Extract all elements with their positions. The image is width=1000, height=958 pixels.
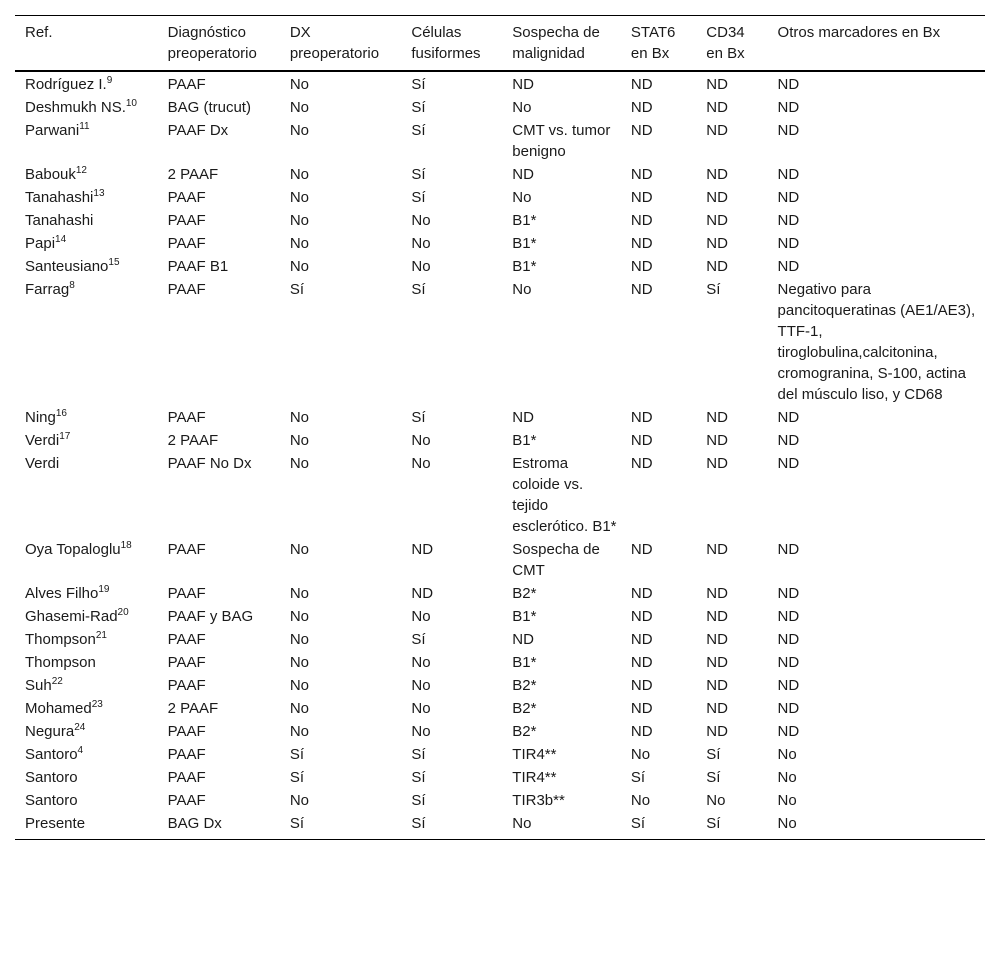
cell-diagnostico: PAAF <box>167 746 206 763</box>
ref-citation: 16 <box>55 408 67 419</box>
cell-dx: No <box>289 792 309 809</box>
cell-ref: Santoro <box>25 769 78 786</box>
cell-dx: No <box>289 677 309 694</box>
cell-diagnostico: PAAF <box>167 235 206 252</box>
cell-otros: ND <box>777 541 800 558</box>
cell-celulas: Sí <box>411 189 426 206</box>
cell-sospecha: B1* <box>512 432 537 449</box>
cell-cd34: Sí <box>706 281 721 298</box>
cell-dx: Sí <box>289 815 304 832</box>
cell-ref: Rodríguez I.$^9$ <box>25 75 113 93</box>
table-row <box>15 605 985 628</box>
cell-sospecha: B2* <box>512 585 537 602</box>
cell-dx: No <box>289 409 309 426</box>
cell-stat6: ND <box>630 541 653 558</box>
cell-sospecha: No <box>512 189 532 206</box>
cell-stat6: ND <box>630 189 653 206</box>
cell-celulas: No <box>411 258 431 275</box>
cell-sospecha: TIR4** <box>512 769 557 786</box>
cell-stat6: ND <box>630 700 653 717</box>
cell-cd34: Sí <box>706 769 721 786</box>
cell-stat6: ND <box>630 281 653 298</box>
cell-stat6: No <box>630 746 651 763</box>
cell-celulas: Sí <box>411 122 426 139</box>
cell-stat6: ND <box>630 654 653 671</box>
table-row <box>15 71 985 96</box>
col-header-dx: DX preoperatorio <box>289 24 380 62</box>
table-row <box>15 429 985 452</box>
cell-stat6: ND <box>630 409 653 426</box>
table-header-row <box>15 16 985 72</box>
cell-dx: Sí <box>289 769 304 786</box>
cell-diagnostico: PAAF <box>167 654 206 671</box>
cell-diagnostico: PAAF <box>167 76 206 93</box>
cell-diagnostico: PAAF y BAG <box>167 608 254 625</box>
cell-dx: No <box>289 189 309 206</box>
cell-diagnostico: PAAF <box>167 409 206 426</box>
cell-stat6: ND <box>630 608 653 625</box>
col-header-sospecha: Sospecha de malignidad <box>512 24 600 62</box>
cell-celulas: Sí <box>411 631 426 648</box>
cell-cd34: ND <box>706 608 728 625</box>
cell-ref: Tanahashi$^{13}$ <box>25 188 105 206</box>
ref-citation: 13 <box>93 188 105 199</box>
cell-celulas: Sí <box>411 409 426 426</box>
cell-sospecha: ND <box>512 631 534 648</box>
cell-stat6: Sí <box>630 769 646 786</box>
table-row <box>15 697 985 720</box>
cell-dx: No <box>289 432 309 449</box>
cell-stat6: ND <box>630 631 653 648</box>
cell-stat6: ND <box>630 76 653 93</box>
cell-diagnostico: PAAF <box>167 585 206 602</box>
cell-dx: No <box>289 76 309 93</box>
cell-sospecha: B2* <box>512 700 537 717</box>
cell-cd34: ND <box>706 189 728 206</box>
cell-cd34: ND <box>706 455 728 472</box>
cell-cd34: ND <box>706 258 728 275</box>
cell-celulas: Sí <box>411 76 426 93</box>
cell-dx: No <box>289 166 309 183</box>
cell-ref: Mohamed$^{23}$ <box>25 699 103 717</box>
table-row <box>15 209 985 232</box>
ref-citation: 23 <box>91 699 103 710</box>
ref-citation: 14 <box>55 234 67 245</box>
table-row <box>15 406 985 429</box>
cell-diagnostico: PAAF <box>167 723 206 740</box>
cell-cd34: ND <box>706 409 728 426</box>
cell-ref: Alves Filho$^{19}$ <box>25 584 110 602</box>
cell-dx: No <box>289 585 309 602</box>
ref-citation: 22 <box>51 676 63 687</box>
table-row <box>15 766 985 789</box>
cell-celulas: Sí <box>411 99 426 116</box>
cell-stat6: ND <box>630 677 653 694</box>
cell-stat6: ND <box>630 432 653 449</box>
cell-dx: Sí <box>289 746 304 763</box>
table-row <box>15 789 985 812</box>
cell-ref: Verdi <box>25 455 60 472</box>
cell-sospecha: No <box>512 815 532 832</box>
cell-cd34: ND <box>706 99 728 116</box>
cell-cd34: Sí <box>706 746 721 763</box>
col-header-otros: Otros marcadores en Bx <box>777 24 941 41</box>
cell-stat6: ND <box>630 258 653 275</box>
cell-otros: ND <box>777 76 800 93</box>
cell-diagnostico: PAAF <box>167 631 206 648</box>
cell-ref: Santeusiano$^{15}$ <box>25 257 120 275</box>
table-row <box>15 651 985 674</box>
cell-stat6: ND <box>630 166 653 183</box>
cell-dx: No <box>289 541 309 558</box>
cell-diagnostico: PAAF <box>167 212 206 229</box>
cell-celulas: Sí <box>411 815 426 832</box>
cell-sospecha: No <box>512 99 532 116</box>
ref-citation: 12 <box>75 165 87 176</box>
cell-cd34: ND <box>706 212 728 229</box>
cell-diagnostico: PAAF <box>167 541 206 558</box>
cell-celulas: No <box>411 677 431 694</box>
col-header-stat6: STAT6 en Bx <box>630 24 676 62</box>
table-row <box>15 163 985 186</box>
cell-dx: No <box>289 258 309 275</box>
cell-otros: No <box>777 815 797 832</box>
cell-ref: Babouk$^{12}$ <box>25 165 87 183</box>
cell-dx: No <box>289 654 309 671</box>
cell-otros: ND <box>777 122 800 139</box>
cell-ref: Verdi$^{17}$ <box>25 431 71 449</box>
data-table <box>15 15 985 840</box>
cell-ref: Ning$^{16}$ <box>25 408 67 426</box>
cell-ref: Parwani$^{11}$ <box>25 121 90 139</box>
cell-celulas: No <box>411 654 431 671</box>
cell-sospecha: B2* <box>512 677 537 694</box>
cell-otros: ND <box>777 677 800 694</box>
col-header-celulas: Células fusiformes <box>411 24 481 62</box>
cell-cd34: ND <box>706 654 728 671</box>
ref-citation: 18 <box>120 540 132 551</box>
table-row <box>15 538 985 582</box>
cell-diagnostico: PAAF <box>167 281 206 298</box>
ref-citation: 20 <box>117 607 129 618</box>
cell-otros: ND <box>777 654 800 671</box>
ref-citation: 8 <box>69 280 75 291</box>
cell-celulas: Sí <box>411 769 426 786</box>
cell-cd34: ND <box>706 631 728 648</box>
cell-otros: ND <box>777 99 800 116</box>
ref-citation: 21 <box>95 630 107 641</box>
cell-otros: ND <box>777 723 800 740</box>
cell-celulas: No <box>411 723 431 740</box>
table-row <box>15 743 985 766</box>
cell-dx: No <box>289 631 309 648</box>
cell-stat6: ND <box>630 122 653 139</box>
cell-otros: ND <box>777 585 800 602</box>
table-row <box>15 812 985 840</box>
cell-cd34: ND <box>706 700 728 717</box>
cell-sospecha: B2* <box>512 723 537 740</box>
cell-celulas: Sí <box>411 792 426 809</box>
cell-cd34: ND <box>706 122 728 139</box>
cell-cd34: ND <box>706 166 728 183</box>
cell-stat6: ND <box>630 455 653 472</box>
cell-diagnostico: PAAF <box>167 189 206 206</box>
cell-diagnostico: PAAF <box>167 769 206 786</box>
table-row <box>15 452 985 538</box>
ref-citation: 24 <box>74 722 86 733</box>
ref-citation: 11 <box>79 121 90 132</box>
col-header-diagnostico: Diagnóstico preoperatorio <box>167 24 257 62</box>
cell-ref: Suh$^{22}$ <box>25 676 63 694</box>
ref-citation: 19 <box>98 584 110 595</box>
cell-otros: ND <box>777 235 800 252</box>
cell-stat6: No <box>630 792 651 809</box>
cell-ref: Thompson$^{21}$ <box>25 630 107 648</box>
table-row <box>15 582 985 605</box>
cell-celulas: No <box>411 700 431 717</box>
cell-celulas: Sí <box>411 746 426 763</box>
cell-stat6: Sí <box>630 815 646 832</box>
table-row <box>15 255 985 278</box>
ref-citation: 17 <box>59 431 71 442</box>
cell-otros: ND <box>777 432 800 449</box>
cell-dx: No <box>289 212 309 229</box>
cell-sospecha: B1* <box>512 654 537 671</box>
ref-citation: 15 <box>108 257 120 268</box>
cell-ref: Thompson <box>25 654 96 671</box>
cell-otros: ND <box>777 455 800 472</box>
cell-celulas: No <box>411 608 431 625</box>
cell-otros: ND <box>777 700 800 717</box>
cell-ref: Santoro$^4$ <box>25 745 84 763</box>
cell-diagnostico: 2 PAAF <box>167 432 219 449</box>
cell-cd34: Sí <box>706 815 721 832</box>
cell-otros: No <box>777 769 797 786</box>
cell-ref: Tanahashi <box>25 212 94 229</box>
cell-cd34: No <box>706 792 726 809</box>
cell-celulas: ND <box>411 585 434 602</box>
cell-sospecha: Estroma coloide vs. tejido esclerótico. B1* <box>512 455 617 535</box>
cell-cd34: ND <box>706 677 728 694</box>
cell-ref: Negura$^{24}$ <box>25 722 86 740</box>
cell-dx: No <box>289 122 309 139</box>
cell-ref: Papi$^{14}$ <box>25 234 67 252</box>
cell-cd34: ND <box>706 541 728 558</box>
cell-otros: ND <box>777 189 800 206</box>
cell-sospecha: ND <box>512 409 534 426</box>
cell-sospecha: TIR4** <box>512 746 557 763</box>
cell-ref: Ghasemi-Rad$^{20}$ <box>25 607 129 625</box>
table-row <box>15 674 985 697</box>
table-row <box>15 119 985 163</box>
cell-diagnostico: 2 PAAF <box>167 700 219 717</box>
cell-dx: No <box>289 608 309 625</box>
table-row <box>15 720 985 743</box>
cell-sospecha: No <box>512 281 532 298</box>
cell-otros: ND <box>777 409 800 426</box>
cell-dx: No <box>289 235 309 252</box>
cell-celulas: Sí <box>411 281 426 298</box>
cell-diagnostico: BAG (trucut) <box>167 99 251 116</box>
cell-dx: No <box>289 723 309 740</box>
ref-citation: 9 <box>106 75 113 86</box>
cell-celulas: No <box>411 212 431 229</box>
cell-ref: Presente <box>25 815 86 832</box>
cell-sospecha: B1* <box>512 608 537 625</box>
ref-citation: 4 <box>77 745 84 756</box>
cell-celulas: ND <box>411 541 434 558</box>
cell-otros: ND <box>777 166 800 183</box>
cell-cd34: ND <box>706 723 728 740</box>
cell-celulas: No <box>411 432 431 449</box>
cell-stat6: ND <box>630 212 653 229</box>
table-row <box>15 278 985 406</box>
cell-stat6: ND <box>630 235 653 252</box>
col-header-ref: Ref. <box>25 24 53 41</box>
table-row <box>15 232 985 255</box>
cell-diagnostico: PAAF <box>167 792 206 809</box>
cell-ref: Farrag$^8$ <box>25 280 75 298</box>
table-body <box>15 71 985 840</box>
cell-celulas: Sí <box>411 166 426 183</box>
cell-cd34: ND <box>706 432 728 449</box>
cell-dx: No <box>289 99 309 116</box>
cell-dx: Sí <box>289 281 304 298</box>
cell-diagnostico: PAAF <box>167 677 206 694</box>
cell-sospecha: B1* <box>512 258 537 275</box>
cell-otros: ND <box>777 212 800 229</box>
cell-stat6: ND <box>630 585 653 602</box>
cell-dx: No <box>289 455 309 472</box>
cell-sospecha: TIR3b** <box>512 792 565 809</box>
cell-diagnostico: PAAF B1 <box>167 258 229 275</box>
cell-diagnostico: BAG Dx <box>167 815 222 832</box>
cell-ref: Santoro <box>25 792 78 809</box>
cell-otros: No <box>777 792 797 809</box>
cell-otros: No <box>777 746 797 763</box>
cell-sospecha: ND <box>512 76 534 93</box>
cell-dx: No <box>289 700 309 717</box>
cell-stat6: ND <box>630 99 653 116</box>
table-row <box>15 628 985 651</box>
col-header-cd34: CD34 en Bx <box>706 24 745 62</box>
cell-diagnostico: 2 PAAF <box>167 166 219 183</box>
cell-cd34: ND <box>706 585 728 602</box>
cell-diagnostico: PAAF Dx <box>167 122 229 139</box>
cell-sospecha: CMT vs. tumor benigno <box>512 122 611 160</box>
cell-cd34: ND <box>706 235 728 252</box>
cell-sospecha: Sospecha de CMT <box>512 541 600 579</box>
cell-sospecha: B1* <box>512 235 537 252</box>
cell-ref: Oya Topaloglu$^{18}$ <box>25 540 132 558</box>
cell-otros: ND <box>777 608 800 625</box>
cell-ref: Deshmukh NS.$^{10}$ <box>25 98 137 116</box>
cell-celulas: No <box>411 235 431 252</box>
cell-cd34: ND <box>706 76 728 93</box>
cell-otros: ND <box>777 631 800 648</box>
cell-diagnostico: PAAF No Dx <box>167 455 252 472</box>
cell-otros: ND <box>777 258 800 275</box>
table-row <box>15 186 985 209</box>
cell-otros: Negativo para pancitoqueratinas (AE1/AE3), TTF-1, tiroglobulina,calcitonina, cromogranina, S-100, actina del músculo liso, y CD68 <box>777 281 976 403</box>
cell-celulas: No <box>411 455 431 472</box>
cell-stat6: ND <box>630 723 653 740</box>
cell-sospecha: B1* <box>512 212 537 229</box>
ref-citation: 10 <box>125 98 137 109</box>
table-row <box>15 96 985 119</box>
cell-sospecha: ND <box>512 166 534 183</box>
